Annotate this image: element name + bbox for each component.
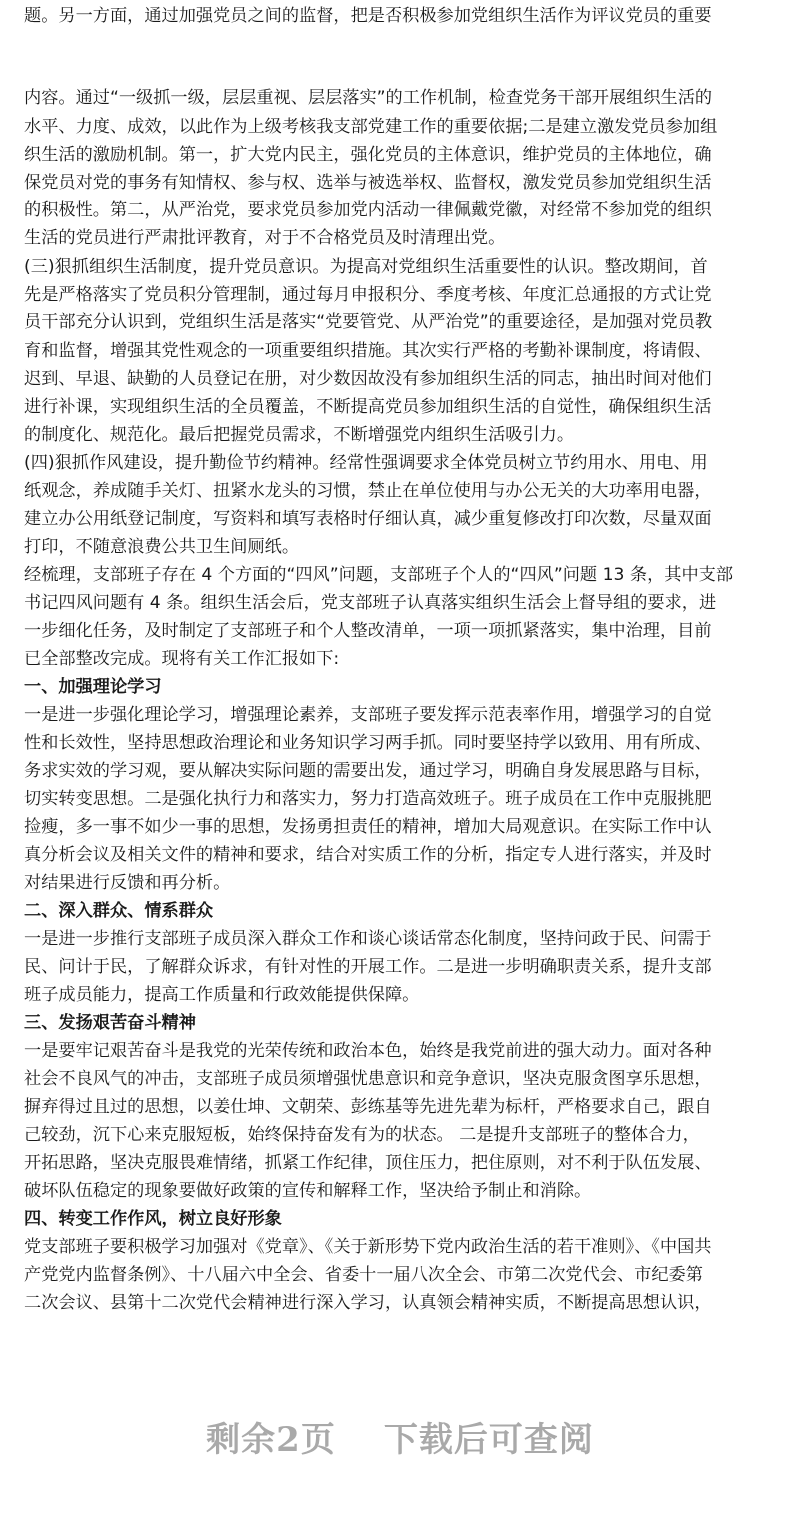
paragraph-line: 迟到、早退、缺勤的人员登记在册，对少数因故没有参加组织生活的同志，抽出时间对他们	[24, 369, 712, 389]
paragraph-line: 内容。通过“一级抓一级，层层重视、层层落实”的工作机制，检查党务干部开展组织生活的	[24, 88, 713, 108]
paragraph-line: 摒弃得过且过的思想，以姜仕坤、文朝荣、彭练基等先进先辈为标杆，严格要求自己，跟自	[24, 1097, 712, 1117]
paragraph-line: 一是进一步强化理论学习，增强理论素养，支部班子要发挥示范表率作用，增强学习的自觉	[24, 705, 712, 725]
section-heading: 二、深入群众、情系群众	[24, 901, 214, 921]
paragraph-line: 真分析会议及相关文件的精神和要求，结合对实质工作的分析，指定专人进行落实，并及时	[24, 845, 712, 865]
paragraph-line: 育和监督，增强其党性观念的一项重要组织措施。其次实行严格的考勤补课制度，将请假、	[24, 341, 712, 361]
paragraph-line: 经梳理，支部班子存在 4 个方面的“四风”问题，支部班子个人的“四风”问题 13 条，其中支部	[24, 565, 734, 585]
section-heading: 三、发扬艰苦奋斗精神	[24, 1013, 196, 1033]
paragraph-line: 社会不良风气的冲击，支部班子成员须增强忧患意识和竞争意识，坚决克服贪图享乐思想，	[24, 1069, 712, 1089]
paragraph-line: 织生活的激励机制。第一，扩大党内民主，强化党员的主体意识，维护党员的主体地位，确	[24, 145, 712, 165]
paragraph-line: 保党员对党的事务有知情权、参与权、选举与被选举权、监督权，激发党员参加党组织生活	[24, 173, 712, 193]
paragraph-line: 性和长效性，坚持思想政治理论和业务知识学习两手抓。同时要坚持学以致用、用有所成、	[24, 733, 712, 753]
download-banner[interactable]	[0, 1418, 800, 1462]
paragraph-line: 书记四风问题有 4 条。组织生活会后，党支部班子认真落实组织生活会上督导组的要求，进	[24, 593, 717, 613]
paragraph-line: 的制度化、规范化。最后把握党员需求，不断增强党内组织生活吸引力。	[24, 425, 575, 445]
paragraph-line: 捡瘦，多一事不如少一事的思想，发扬勇担责任的精神，增加大局观意识。在实际工作中认	[24, 817, 712, 837]
paragraph-line: (三)狠抓组织生活制度，提升党员意识。为提高对党组织生活重要性的认识。整改期间，首	[24, 257, 708, 277]
remaining-pages-text: 剩余2页	[206, 1420, 336, 1460]
paragraph-line: 水平、力度、成效，以此作为上级考核我支部党建工作的重要依据;二是建立激发党员参加组	[24, 117, 718, 137]
paragraph-line: 生活的党员进行严肃批评教育，对于不合格党员及时清理出党。	[24, 228, 506, 248]
paragraph-line: 开拓思路，坚决克服畏难情绪，抓紧工作纪律，顶住压力，把住原则，对不利于队伍发展、	[24, 1153, 712, 1173]
section-heading: 一、加强理论学习	[24, 677, 162, 697]
paragraph-line: 二次会议、县第十二次党代会精神进行深入学习，认真领会精神实质，不断提高思想认识，	[24, 1293, 712, 1313]
paragraph-line: 打印，不随意浪费公共卫生间厕纸。	[24, 537, 300, 557]
paragraph-line: 一是要牢记艰苦奋斗是我党的光荣传统和政治本色，始终是我党前进的强大动力。面对各种	[24, 1041, 712, 1061]
paragraph-line: (四)狠抓作风建设，提升勤俭节约精神。经常性强调要求全体党员树立节约用水、用电、用	[24, 453, 708, 473]
paragraph-line: 破坏队伍稳定的现象要做好政策的宣传和解释工作，坚决给予制止和消除。	[24, 1181, 592, 1201]
paragraph-line: 己较劲，沉下心来克服短板，始终保持奋发有为的状态。 二是提升支部班子的整体合力，	[24, 1125, 700, 1145]
paragraph-line: 员干部充分认识到，党组织生活是落实“党要管党、从严治党”的重要途径，是加强对党员教	[24, 312, 713, 332]
section-heading: 四、转变工作作风，树立良好形象	[24, 1209, 282, 1229]
paragraph-line: 班子成员能力，提高工作质量和行政效能提供保障。	[24, 985, 420, 1005]
paragraph-line: 党支部班子要积极学习加强对《党章》、《关于新形势下党内政治生活的若干准则》、《中国共	[24, 1237, 712, 1257]
paragraph-line: 对结果进行反馈和再分析。	[24, 873, 231, 893]
paragraph-line: 已全部整改完成。现将有关工作汇报如下:	[24, 649, 340, 669]
paragraph-line: 一是进一步推行支部班子成员深入群众工作和谈心谈话常态化制度，坚持问政于民、问需于	[24, 929, 712, 949]
paragraph-line: 一步细化任务，及时制定了支部班子和个人整改清单，一项一项抓紧落实，集中治理，目前	[24, 621, 712, 641]
paragraph-line: 民、问计于民，了解群众诉求，有针对性的开展工作。二是进一步明确职责关系，提升支部	[24, 957, 712, 977]
paragraph-line: 务求实效的学习观，要从解决实际问题的需要出发，通过学习，明确自身发展思路与目标，	[24, 761, 712, 781]
paragraph-line: 的积极性。第二，从严治党，要求党员参加党内活动一律佩戴党徽，对经常不参加党的组织	[24, 200, 712, 220]
paragraph-line: 题。另一方面，通过加强党员之间的监督，把是否积极参加党组织生活作为评议党员的重要	[24, 6, 712, 26]
paragraph-line: 纸观念，养成随手关灯、扭紧水龙头的习惯，禁止在单位使用与办公无关的大功率用电器，	[24, 481, 712, 501]
paragraph-line: 切实转变思想。二是强化执行力和落实力，努力打造高效班子。班子成员在工作中克服挑肥	[24, 789, 712, 809]
paragraph-line: 产党党内监督条例》、十八届六中全会、省委十一届八次全会、市第二次党代会、市纪委第	[24, 1265, 703, 1285]
paragraph-line: 先是严格落实了党员积分管理制，通过每月申报积分、季度考核、年度汇总通报的方式让党	[24, 285, 712, 305]
download-to-view-text: 下载后可查阅	[383, 1420, 594, 1460]
paragraph-line: 建立办公用纸登记制度，写资料和填写表格时仔细认真，减少重复修改打印次数，尽量双面	[24, 509, 712, 529]
paragraph-line: 进行补课，实现组织生活的全员覆盖，不断提高党员参加组织生活的自觉性，确保组织生活	[24, 397, 712, 417]
